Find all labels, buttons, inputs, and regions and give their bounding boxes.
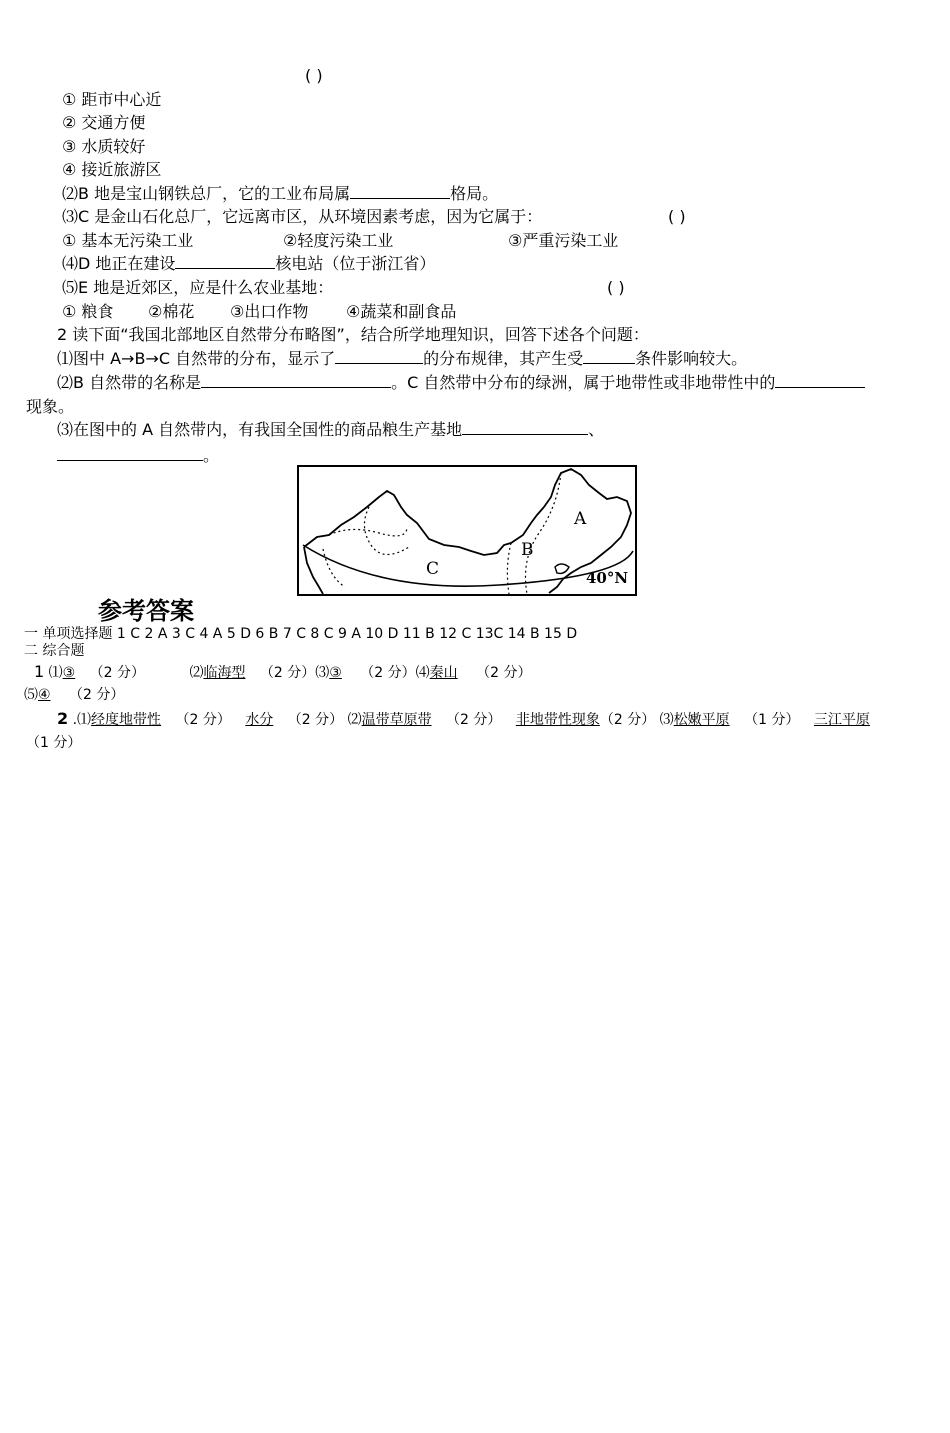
q2-part-3-blank-2[interactable] [57, 446, 203, 461]
bracket-top: ( ) [305, 66, 323, 85]
q2-part-1-blank-1[interactable] [335, 349, 423, 364]
answer-2-part-3-label: ⑶ [659, 712, 674, 728]
answer-2-score-1: （2 分） [175, 712, 231, 728]
answer-2-score-6: （1 分） [26, 735, 82, 751]
answers-section-2: 二 综合题 [24, 643, 85, 659]
q2-part-3-sep: 、 [588, 420, 605, 439]
q2-part-2-blank-2[interactable] [775, 373, 865, 388]
answer-1-part-3-value: ③ [329, 665, 342, 681]
q2-intro: 2 读下面“我国北部地区自然带分布略图”，结合所学地理知识，回答下述各个问题： [57, 325, 649, 344]
q1-part-2-blank[interactable] [350, 184, 450, 199]
q1-part-5-option-1: ① 粮食 [62, 302, 114, 321]
answer-1-part-2-value: 临海型 [203, 665, 246, 681]
q1-part-5-bracket: ( ) [607, 278, 625, 297]
answer-1-part-1-label: ⑴ [48, 665, 63, 681]
answer-1-part-3-label: ⑶ [315, 665, 330, 681]
map-label-a: A [574, 509, 587, 529]
answer-1-part-1-value: ③ [62, 665, 76, 681]
q1-part-4-blank[interactable] [175, 254, 275, 269]
answer-1-row-2 [24, 686, 124, 704]
answer-2-part-2-value-2: 非地带性现象 [515, 712, 600, 728]
answer-2-part-1-value: 经度地带性 [91, 712, 162, 728]
answers-section-1: 一 单项选择题 1 C 2 A 3 C 4 A 5 D 6 B 7 C 8 C 9 A 10 D 11 B 12 C 13C 14 B 15 D [24, 626, 578, 642]
q2-part-1-text: ⑴图中 A→B→C 自然带的分布，显示了 [57, 349, 336, 368]
answer-2-score-2: （2 分） [287, 712, 344, 728]
q1-part-5-option-4: ④蔬菜和副食品 [346, 302, 457, 321]
q1-part-3-option-1: ① 基本无污染工业 [62, 231, 194, 250]
q1-part-2-text: ⑵B 地是宝山钢铁总厂，它的工业布局属 [62, 184, 351, 203]
q2-part-1-mid: 的分布规律，其产生受 [423, 349, 584, 368]
zone-boundary-west-1 [364, 507, 409, 555]
answers-title: 参考答案 [98, 597, 194, 625]
answer-2-part-2-label: ⑵ [347, 712, 362, 728]
q1-part-3-bracket: ( ) [668, 207, 686, 226]
map-label-b: B [521, 540, 534, 560]
zone-boundary-west-3 [323, 549, 345, 587]
q2-part-3-cont [57, 446, 219, 466]
answer-1-part-5-value: ④ [38, 687, 51, 703]
q2-part-3-text: ⑶在图中的 A 自然带内，有我国全国性的商品粮生产基地 [57, 420, 463, 439]
zone-boundary-ab [526, 473, 562, 594]
q1-part-2-suffix: 格局。 [450, 184, 499, 203]
northern-china-natural-zones-map [297, 465, 637, 596]
q2-part-1-suffix: 条件影响较大。 [635, 349, 748, 368]
q1-part-3-option-3: ③严重污染工业 [508, 231, 619, 250]
answer-1-row-1 [34, 663, 531, 682]
answer-1-score-5: （2 分） [69, 687, 125, 703]
q2-part-2 [57, 373, 865, 393]
answer-1-score-3: （2 分） [360, 665, 416, 681]
answer-1-score-2: （2 分） [259, 665, 316, 681]
answer-1-number: 1 [34, 662, 45, 681]
q2-part-1 [57, 349, 747, 369]
q2-part-3-end: 。 [203, 446, 220, 465]
answer-1-part-4-value: 秦山 [429, 665, 458, 681]
q1-part-3: ⑶C 是金山石化总厂，它远离市区，从环境因素考虑，因为它属于： [62, 207, 543, 226]
answer-1-score-1: （2 分） [89, 665, 146, 681]
q2-part-3-blank-1[interactable] [462, 420, 588, 435]
map-drawing [299, 467, 635, 594]
q2-part-2-text: ⑵B 自然带的名称是 [57, 373, 202, 392]
zone-boundary-bc [507, 543, 511, 594]
q1-part-4-text: ⑷D 地正在建设 [62, 254, 176, 273]
answer-1-part-2-label: ⑵ [189, 665, 204, 681]
answer-2-part-1-value-2: 水分 [245, 712, 274, 728]
answer-1-part-5-label: ⑸ [24, 687, 38, 703]
answer-2-part-3-value: 松嫩平原 [673, 712, 730, 728]
q2-part-2-blank-1[interactable] [201, 373, 391, 388]
q1-option-1: ① 距市中心近 [62, 90, 162, 109]
q2-part-3 [57, 420, 604, 440]
q2-part-2-mid: 。C 自然带中分布的绿洲，属于地带性或非地带性中的 [391, 373, 776, 392]
q2-part-1-blank-2[interactable] [583, 349, 635, 364]
q1-option-4: ④ 接近旅游区 [62, 160, 162, 179]
map-label-40n: 40°N [586, 569, 629, 587]
answer-1-part-4-label: ⑷ [415, 665, 430, 681]
q1-part-3-option-2: ②轻度污染工业 [283, 231, 394, 250]
answer-2-part-2-value: 温带草原带 [361, 712, 432, 728]
zone-boundary-west-2 [329, 527, 407, 536]
answer-2-number: 2 [57, 709, 69, 728]
answer-2-score-4: （2 分） [599, 712, 656, 728]
answer-2-row-1 [57, 710, 870, 729]
q1-option-2: ② 交通方便 [62, 113, 146, 132]
answer-2-score-5: （1 分） [744, 712, 800, 728]
q1-part-4-suffix: 核电站（位于浙江省） [275, 254, 436, 273]
q1-part-5-option-3: ③出口作物 [230, 302, 309, 321]
q1-option-3: ③ 水质较好 [62, 137, 146, 156]
bohai-coast [555, 564, 569, 573]
q1-part-2 [62, 184, 498, 204]
answer-2-part-3-value-2: 三江平原 [813, 712, 870, 728]
q1-part-4 [62, 254, 435, 274]
q1-part-5: ⑸E 地是近郊区，应是什么农业基地： [62, 278, 334, 297]
answer-2-score-3: （2 分） [446, 712, 502, 728]
answer-1-score-4: （2 分） [476, 665, 532, 681]
q2-part-2-cont: 现象。 [26, 397, 75, 416]
map-label-c: C [426, 559, 440, 579]
q1-part-5-option-2: ②棉花 [148, 302, 195, 321]
answer-2-part-1-label: .⑴ [72, 712, 92, 728]
